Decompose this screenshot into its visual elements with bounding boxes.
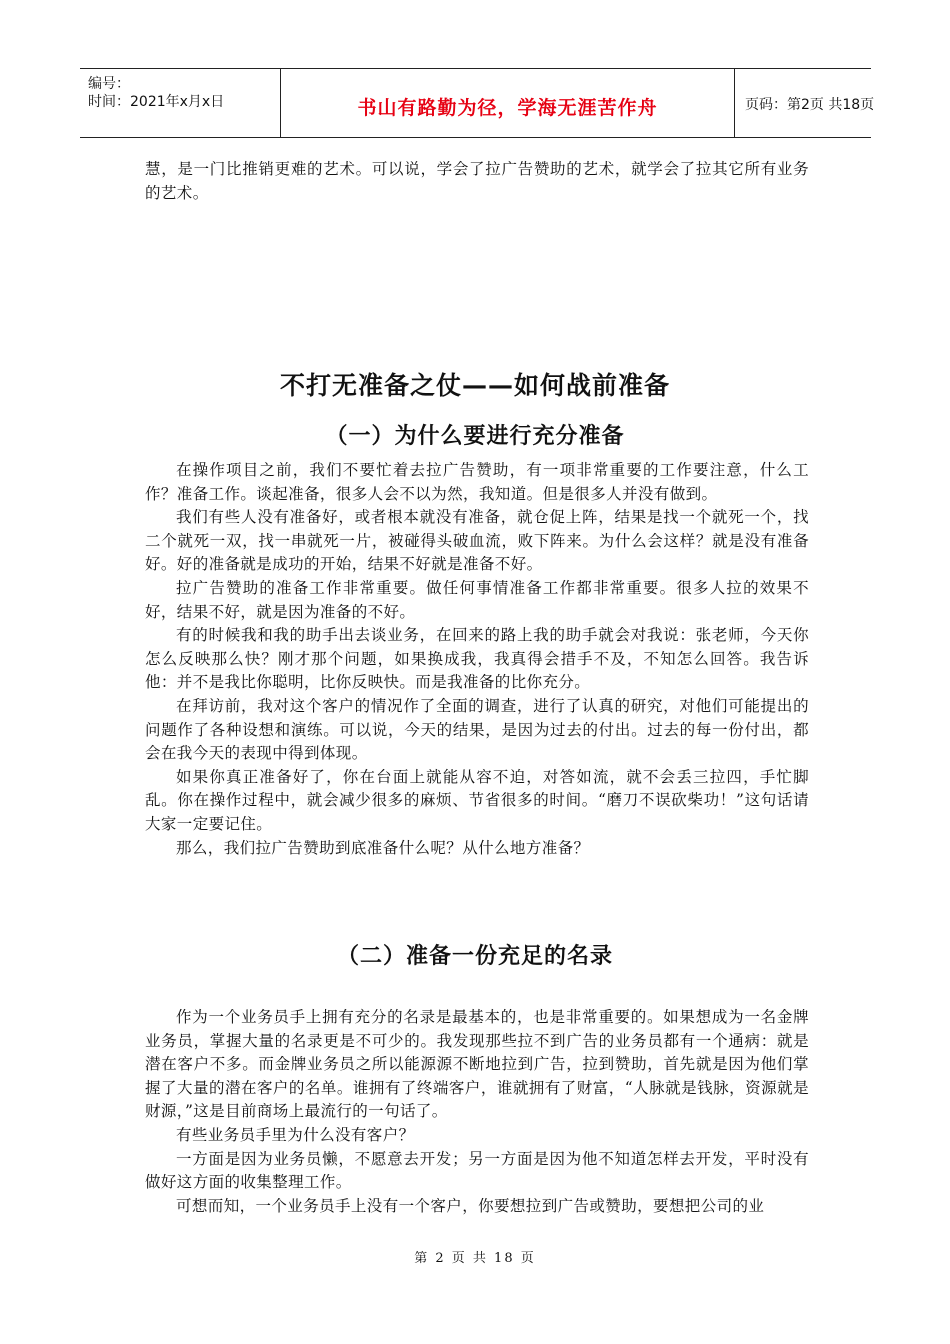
section-1-paragraph: 有的时候我和我的助手出去谈业务，在回来的路上我的助手就会对我说：张老师，今天你怎么反映那么快？刚才那个问题，如果换成我，我真得会措手不及，不知怎么回答。我告诉他：并不是我比你聪明，比你反映快。而是我准备的比你充分。 (145, 626, 809, 692)
header-page-cell (735, 69, 875, 137)
section-1-paragraph: 在拜访前，我对这个客户的情况作了全面的调查，进行了认真的研究，对他们可能提出的问题作了各种设想和演练。可以说，今天的结果，是因为过去的付出。过去的每一份付出，都会在我今天的表现中得到体现。 (145, 696, 809, 763)
section-1-body (145, 459, 809, 860)
intro-paragraph: 慧，是一门比推销更难的艺术。可以说，学会了拉广告赞助的艺术，就学会了拉其它所有业务的艺术。 (145, 160, 809, 202)
page-footer: 第 2 页 共 18 页 (414, 1251, 536, 1266)
section-1-paragraph: 那么，我们拉广告赞助到底准备什么呢？从什么地方准备？ (176, 838, 590, 857)
document-date-label: 时间：2021年x月x日 (88, 94, 225, 110)
header-page-label: 页码：第2页 共18页 (745, 97, 875, 113)
header-motto-cell (280, 69, 735, 137)
section-1-paragraph: 拉广告赞助的准备工作非常重要。做任何事情准备工作都非常重要。很多人拉的效果不好，结果不好，就是因为准备的不好。 (145, 578, 809, 621)
section-1-title: （一）为什么要进行充分准备 (325, 424, 625, 449)
header-info-cell (80, 69, 280, 137)
section-2-paragraph: 作为一个业务员手上拥有充分的名录是最基本的，也是非常重要的。如果想成为一名金牌业务员，掌握大量的名录更是不可少的。我发现那些拉不到广告的业务员都有一个通病：就是潜在客户不多。而金牌业务员之所以能源源不断地拉到广告，拉到赞助，首先就是因为他们掌握了大量的潜在客户的名单。谁拥有了终端客户，谁就拥有了财富，“人脉就是钱脉，资源就是财源，”这是目前商场上最流行的一句话了。 (145, 1008, 809, 1121)
intro-block (145, 158, 809, 205)
document-header (80, 68, 875, 138)
chapter-title: 不打无准备之仗——如何战前准备 (279, 371, 670, 400)
document-number-label: 编号： (88, 76, 130, 92)
section-2-paragraph: 有些业务员手里为什么没有客户？ (176, 1125, 415, 1144)
section-2-title: （二）准备一份充足的名录 (336, 944, 613, 969)
section-1-paragraph: 我们有些人没有准备好，或者根本就没有准备，就仓促上阵，结果是找一个就死一个，找二个就死一双，找一串就死一片，被碰得头破血流，败下阵来。为什么会这样？就是没有准备好。好的准备就是成功的开始，结果不好就是准备不好。 (145, 508, 809, 574)
section-2-paragraph: 一方面是因为业务员懒，不愿意去开发；另一方面是因为他不知道怎样去开发，平时没有做好这方面的收集整理工作。 (145, 1149, 809, 1192)
section-1-paragraph: 如果你真正准备好了，你在台面上就能从容不迫，对答如流，就不会丢三拉四，手忙脚乱。你在操作过程中，就会减少很多的麻烦、节省很多的时间。“磨刀不误砍柴功！”这句话请大家一定要记住。 (145, 767, 809, 833)
section-2-paragraph: 可想而知，一个业务员手上没有一个客户，你要想拉到广告或赞助，要想把公司的业 (176, 1196, 765, 1215)
section-2-body (145, 1006, 809, 1218)
header-motto: 书山有路勤为径，学海无涯苦作舟 (357, 97, 658, 119)
section-1-paragraph: 在操作项目之前，我们不要忙着去拉广告赞助，有一项非常重要的工作要注意，什么工作？准备工作。谈起准备，很多人会不以为然，我知道。但是很多人并没有做到。 (145, 461, 809, 503)
